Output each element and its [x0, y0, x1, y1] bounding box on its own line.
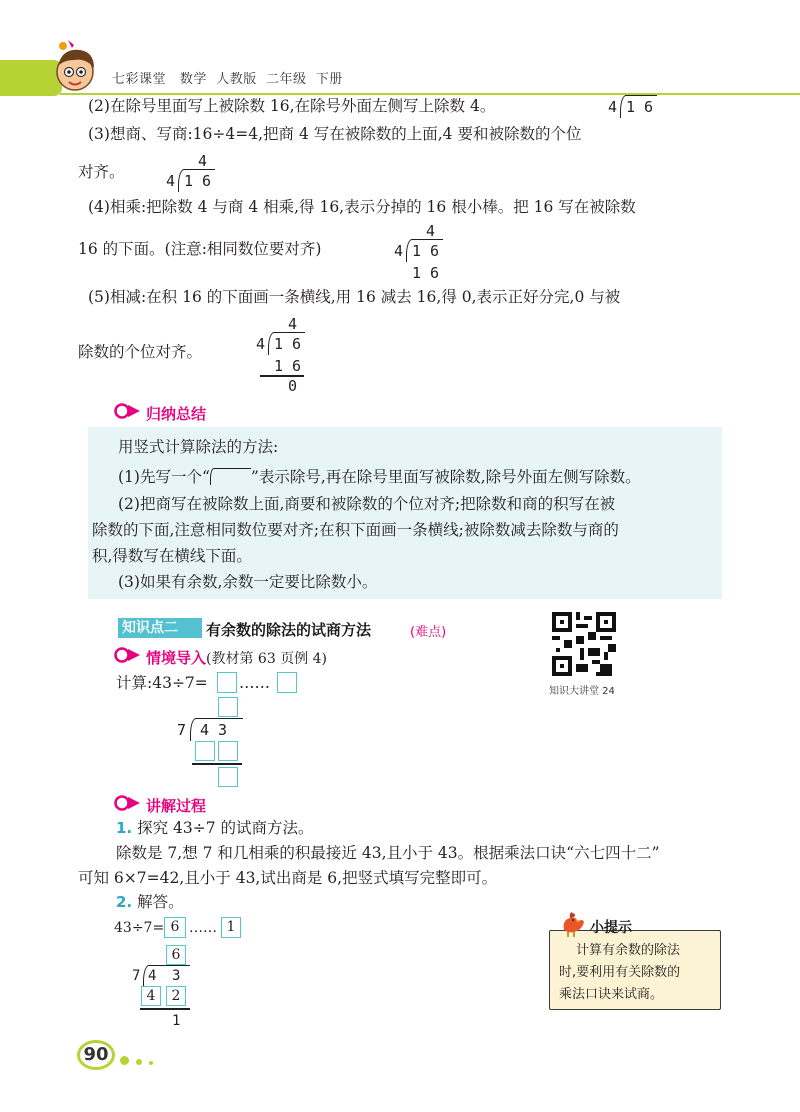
step5-line1: (5)相减:在积 16 的下面画一条横线,用 16 减去 16,得 0,表示正好分完,0 与被	[88, 288, 621, 306]
header-edition: 人教版	[216, 72, 257, 87]
tip-line1: 计算有余数的除法	[576, 943, 681, 958]
step4-line1: (4)相乘:把除数 4 与商 4 相乘,得 16,表示分掉的 16 根小棒。把 16 写在被除数	[88, 198, 636, 216]
d3-product: 1 6	[412, 264, 440, 282]
vert-dividend-tens: 4	[148, 968, 157, 984]
d3-dividend: 1 6	[412, 242, 440, 260]
vertical-product-ones-box[interactable]	[218, 741, 238, 761]
explain-item1	[116, 821, 314, 837]
section-bullet-icon	[114, 795, 142, 811]
section-bullet-icon	[114, 647, 142, 663]
page-number: 90	[77, 1040, 115, 1070]
answer-quotient-box: 6	[164, 917, 186, 938]
d1-divisor: 4	[608, 98, 618, 116]
intro-heading	[146, 647, 327, 668]
summary-line5: 积,得数写在横线下面。	[92, 547, 252, 565]
item1-text: 探究 43÷7 的试商方法。	[137, 819, 314, 837]
answer-ellipsis: ……	[189, 920, 217, 936]
header-rule	[60, 93, 800, 95]
header-text	[112, 68, 343, 87]
remainder-answer-box[interactable]	[277, 672, 297, 693]
intro-source: (教材第 63 页例 4)	[206, 651, 328, 667]
vertical-product-tens-box[interactable]	[195, 741, 215, 761]
qr-code-icon[interactable]	[552, 612, 616, 676]
mascot-icon	[50, 40, 100, 96]
d4-dividend: 1 6	[274, 335, 302, 353]
d3-divisor: 4	[394, 242, 404, 260]
step3-line1: (3)想商、写商:16÷4=4,把商 4 写在被除数的上面,4 要和被除数的个位	[88, 125, 582, 143]
d4-quotient: 4	[288, 315, 298, 333]
summary-title: 归纳总结	[146, 405, 207, 423]
rooster-icon	[558, 908, 588, 938]
d3-quotient: 4	[426, 222, 436, 240]
vert-quotient-box: 6	[166, 945, 186, 965]
step3-line2: 对齐。	[78, 163, 125, 181]
summary-line3: (2)把商写在被除数上面,商要和被除数的个位对齐;把除数和商的积写在被	[118, 495, 616, 513]
step2-text: (2)在除号里面写上被除数 16,在除号外面左侧写上除数 4。	[88, 97, 496, 115]
item1-number: 1.	[116, 819, 133, 837]
page-dot-icon	[136, 1059, 142, 1065]
intro-title: 情境导入	[146, 649, 207, 667]
d1-dividend: 1 6	[626, 98, 654, 116]
vert-dividend-ones: 3	[172, 968, 181, 984]
page-dot-icon	[120, 1056, 129, 1065]
tip-line3: 乘法口诀来试商。	[559, 987, 664, 1002]
summary-line4: 除数的下面,注意相同数位要对齐;在积下面画一条横线;被除数减去除数与商的	[92, 521, 619, 539]
division-d4	[254, 315, 306, 397]
vert-remainder: 1	[172, 1013, 181, 1029]
knowledge-point-title: 有余数的除法的试商方法	[206, 621, 372, 639]
intro-subtract-line	[192, 763, 242, 765]
explain-title: 讲解过程	[146, 797, 207, 815]
header-grade: 二年级	[265, 72, 307, 87]
division-d2	[164, 152, 214, 196]
division-symbol-icon	[210, 468, 251, 485]
qr-caption: 知识大讲堂 24	[549, 686, 615, 697]
division-d3	[392, 222, 442, 284]
d4-product: 1 6	[274, 357, 302, 375]
vert-subtract-line	[140, 1008, 190, 1010]
intro-calc-label: 计算:43÷7=	[116, 674, 208, 692]
step4-line2: 16 的下面。(注意:相同数位要对齐)	[78, 240, 322, 258]
knowledge-point-badge: 知识点二	[118, 618, 202, 638]
answer-expression: 43÷7=	[114, 920, 165, 936]
header-series: 七彩课堂	[112, 72, 167, 87]
intro-ellipsis: ……	[239, 674, 270, 692]
d2-divisor: 4	[166, 172, 176, 190]
explain-p1-line2: 可知 6×7=42,且小于 43,试出商是 6,把竖式填写完整即可。	[78, 869, 498, 887]
d4-subtract-line	[260, 375, 304, 377]
vert-product-ones-box: 2	[166, 986, 186, 1006]
header-volume: 下册	[315, 72, 343, 87]
intro-divisor: 7	[177, 721, 187, 739]
step5-line2: 除数的个位对齐。	[78, 343, 203, 361]
header-subject: 数学	[179, 72, 207, 87]
quotient-answer-box[interactable]	[217, 672, 237, 693]
vertical-quotient-box[interactable]	[218, 697, 238, 717]
explain-p1-line1: 除数是 7,想 7 和几相乘的积最接近 43,且小于 43。根据乘法口诀“六七四十二”	[116, 844, 660, 862]
knowledge-point-tag: (难点)	[410, 625, 447, 640]
summary-line2b: ”表示除号,再在除号里面写被除数,除号外面左侧写除数。	[250, 468, 641, 486]
tip-title: 小提示	[590, 920, 632, 936]
summary-line2a: (1)先写一个“	[118, 468, 210, 486]
vert-divisor: 7	[132, 968, 141, 984]
d2-quotient: 4	[198, 152, 208, 170]
section-bullet-icon	[114, 403, 142, 419]
summary-line1: 用竖式计算除法的方法:	[118, 438, 279, 456]
explain-item2	[116, 895, 184, 911]
d2-dividend: 1 6	[184, 172, 212, 190]
vertical-remainder-box[interactable]	[218, 767, 238, 787]
summary-line2	[118, 468, 641, 486]
summary-line6: (3)如果有余数,余数一定要比除数小。	[118, 573, 378, 591]
vert-product-tens-box: 4	[141, 986, 161, 1006]
item2-number: 2.	[116, 893, 133, 911]
tip-line2: 时,要利用有关除数的	[559, 965, 681, 980]
answer-remainder-box: 1	[221, 917, 241, 938]
page-dot-icon	[149, 1061, 153, 1065]
intro-dividend: 4 3	[200, 721, 228, 739]
d4-divisor: 4	[256, 335, 266, 353]
d4-remainder: 0	[288, 377, 298, 395]
item2-text: 解答。	[137, 893, 184, 911]
division-d1	[606, 95, 656, 119]
